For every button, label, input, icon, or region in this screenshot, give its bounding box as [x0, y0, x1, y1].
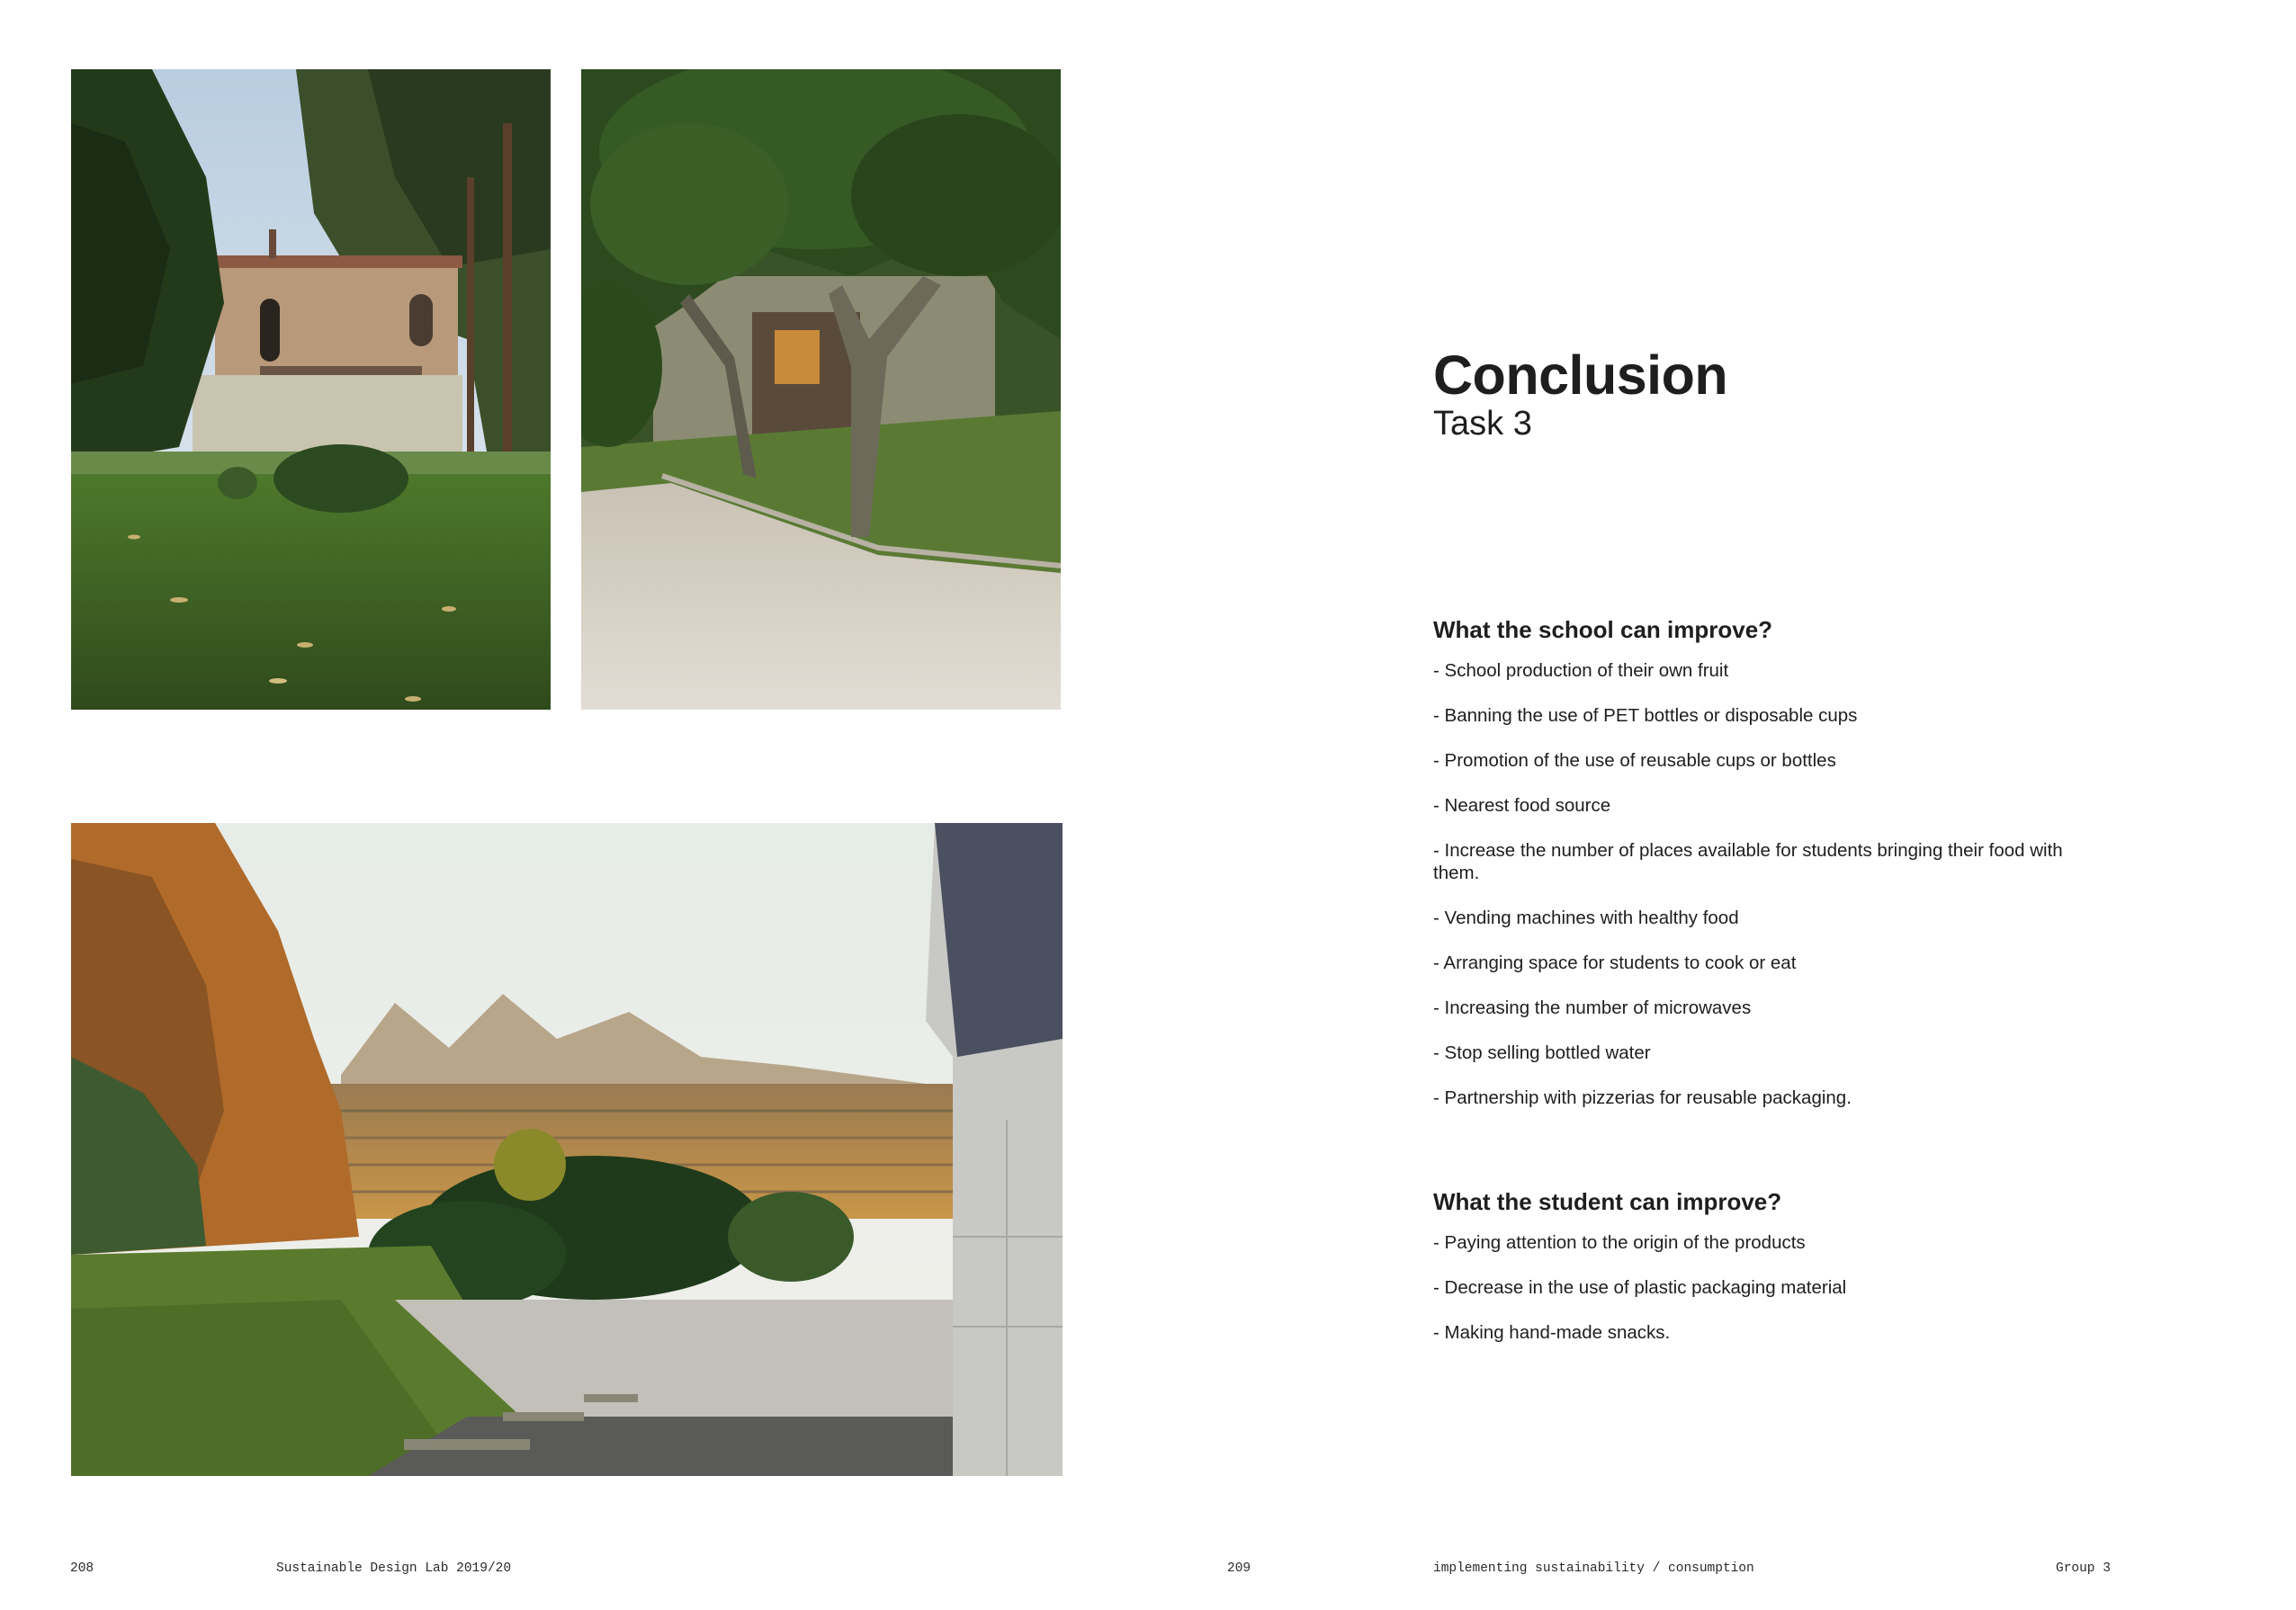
campus-courtyard-photo [71, 823, 1063, 1476]
student-improvements-section [1433, 1186, 2081, 1366]
school-improvement-list [1433, 659, 2081, 1109]
list-item: - Arranging space for students to cook or eat [1433, 953, 1797, 973]
left-page-number: 208 [70, 1561, 94, 1576]
right-page-number: 209 [1227, 1561, 1251, 1576]
garden-villa-photo [71, 69, 551, 710]
list-item: - Vending machines with healthy food [1433, 908, 1739, 928]
list-item: - Making hand-made snacks. [1433, 1322, 1671, 1343]
list-item: - School production of their own fruit [1433, 660, 1729, 681]
right-page-caption: implementing sustainability / consumption [1433, 1561, 1754, 1576]
heading-block [1433, 344, 1727, 442]
school-improvements-section [1433, 614, 2081, 1131]
school-section-heading: What the school can improve? [1433, 616, 1773, 643]
left-page-caption: Sustainable Design Lab 2019/20 [276, 1561, 512, 1576]
list-item: - Partnership with pizzerias for reusable packaging. [1433, 1087, 1852, 1108]
page-subtitle: Task 3 [1433, 405, 1532, 443]
list-item: - Stop selling bottled water [1433, 1042, 1651, 1063]
list-item: - Increase the number of places available for students bringing their food with them. [1433, 840, 2063, 883]
page-title: Conclusion [1433, 344, 1728, 406]
list-item: - Nearest food source [1433, 795, 1611, 816]
tree-pavilion-photo [581, 69, 1061, 710]
list-item: - Promotion of the use of reusable cups or bottles [1433, 750, 1836, 771]
list-item: - Banning the use of PET bottles or disposable cups [1433, 705, 1858, 726]
student-section-heading: What the student can improve? [1433, 1188, 1782, 1215]
student-improvement-list [1433, 1231, 2081, 1344]
list-item: - Increasing the number of microwaves [1433, 997, 1752, 1018]
list-item: - Decrease in the use of plastic packaging material [1433, 1277, 1847, 1298]
right-page-group-label: Group 3 [2056, 1561, 2111, 1576]
list-item: - Paying attention to the origin of the products [1433, 1232, 1806, 1253]
